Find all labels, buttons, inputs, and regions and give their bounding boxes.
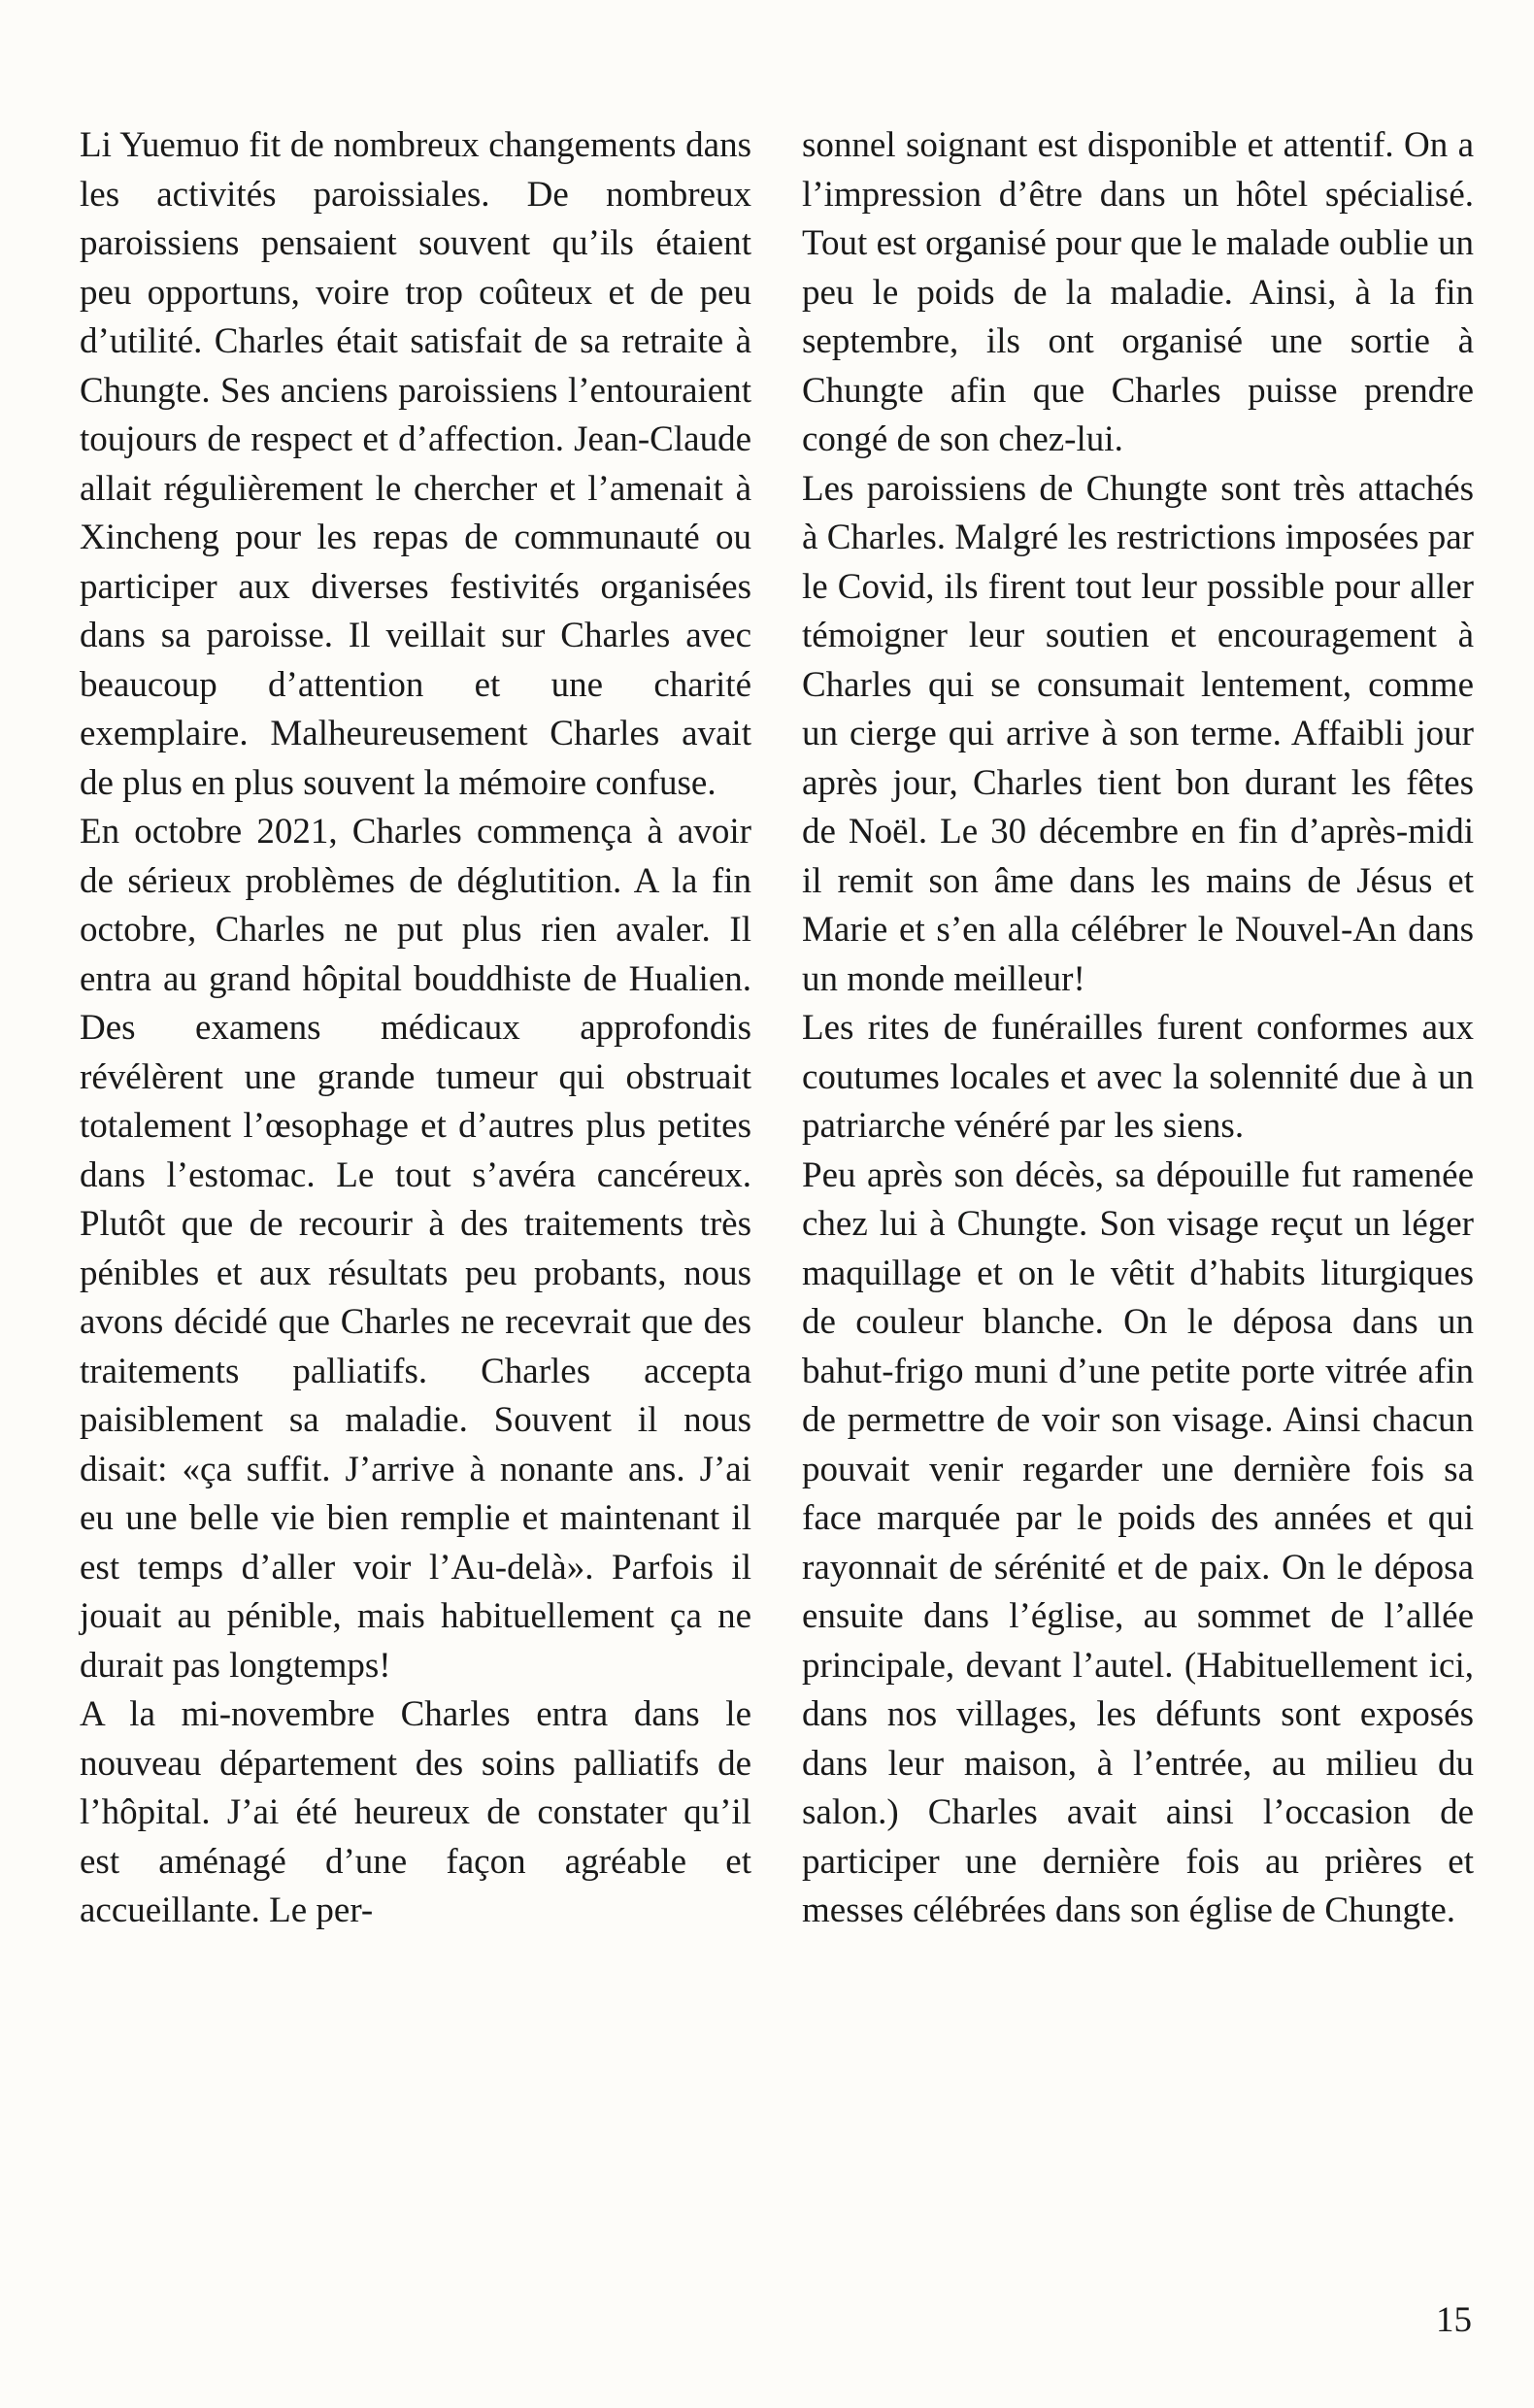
right-column — [802, 121, 1474, 1936]
paragraph: A la mi-novembre Charles entra dans le nouveau département des soins palliatifs de l’hôpital. J’ai été heureux de constater qu’il est aménagé d’une façon agréable et accueillante. Le per- — [80, 1694, 751, 1930]
paragraph: Li Yuemuo fit de nombreux changements dans les activités paroissiales. De nombreux paroissiens pensaient souvent qu’ils étaient peu opportuns, voire trop coûteux et de peu d’utilité. Charles était satisfait de sa retraite à Chungte. Ses anciens paroissiens l’entouraient toujours de respect et d’affection. Jean-Claude allait régulièrement le chercher et l’amenait à Xincheng pour les repas de communauté ou participer aux diverses festivités organisées dans sa paroisse. Il veillait sur Charles avec beaucoup d’attention et une charité exemplaire. Malheureusement Charles avait de plus en plus souvent la mémoire confuse. — [80, 125, 751, 803]
paragraph: Les rites de funérailles furent conformes aux coutumes locales et avec la solennité due à un patriarche vénéré par les siens. — [802, 1008, 1474, 1146]
left-column — [80, 121, 751, 1936]
paragraph: sonnel soignant est disponible et attentif. On a l’impression d’être dans un hôtel spécialisé. Tout est organisé pour que le malade oublie un peu le poids de la maladie. Ainsi, à la fin septembre, ils ont organisé une sortie à Chungte afin que Charles puisse prendre congé de son chez-lui. — [802, 125, 1474, 459]
page-number: 15 — [1436, 2300, 1472, 2340]
paragraph: En octobre 2021, Charles commença à avoir de sérieux problèmes de déglutition. A la fin octobre, Charles ne put plus rien avaler. Il entra au grand hôpital bouddhiste de Hualien. Des examens médicaux approfondis révélèrent une grande tumeur qui obstruait totalement l’œsophage et d’autres plus petites dans l’estomac. Le tout s’avéra cancéreux. Plutôt que de recourir à des traitements très pénibles et aux résultats peu probants, nous avons décidé que Charles ne recevrait que des traitements palliatifs. Charles accepta paisiblement sa maladie. Souvent il nous disait: «ça suffit. J’arrive à nonante ans. J’ai eu une belle vie bien remplie et maintenant il est temps d’aller voir l’Au-delà». Parfois il jouait au pénible, mais habituellement ça ne durait pas longtemps! — [80, 812, 751, 1686]
paragraph: Les paroissiens de Chungte sont très attachés à Charles. Malgré les restrictions imposées par le Covid, ils firent tout leur possible pour aller témoigner leur soutien et encouragement à Charles qui se consumait lentement, comme un cierge qui arrive à son terme. Affaibli jour après jour, Charles tient bon durant les fêtes de Noël. Le 30 décembre en fin d’après-midi il remit son âme dans les mains de Jésus et Marie et s’en alla célébrer le Nouvel-An dans un monde meilleur! — [802, 468, 1474, 999]
paragraph: Peu après son décès, sa dépouille fut ramenée chez lui à Chungte. Son visage reçut un léger maquillage et on le vêtit d’habits liturgiques de couleur blanche. On le déposa dans un bahut-frigo muni d’une petite porte vitrée afin de permettre de voir son visage. Ainsi chacun pouvait venir regarder une dernière fois sa face marquée par le poids des années et qui rayonnait de sérénité et de paix. On le déposa ensuite dans l’église, au sommet de l’allée principale, devant l’autel. (Habituellement ici, dans nos villages, les défunts sont exposés dans leur maison, à l’entrée, au milieu du salon.) Charles avait ainsi l’occasion de participer une dernière fois au prières et messes célébrées dans son église de Chungte. — [802, 1154, 1474, 1930]
